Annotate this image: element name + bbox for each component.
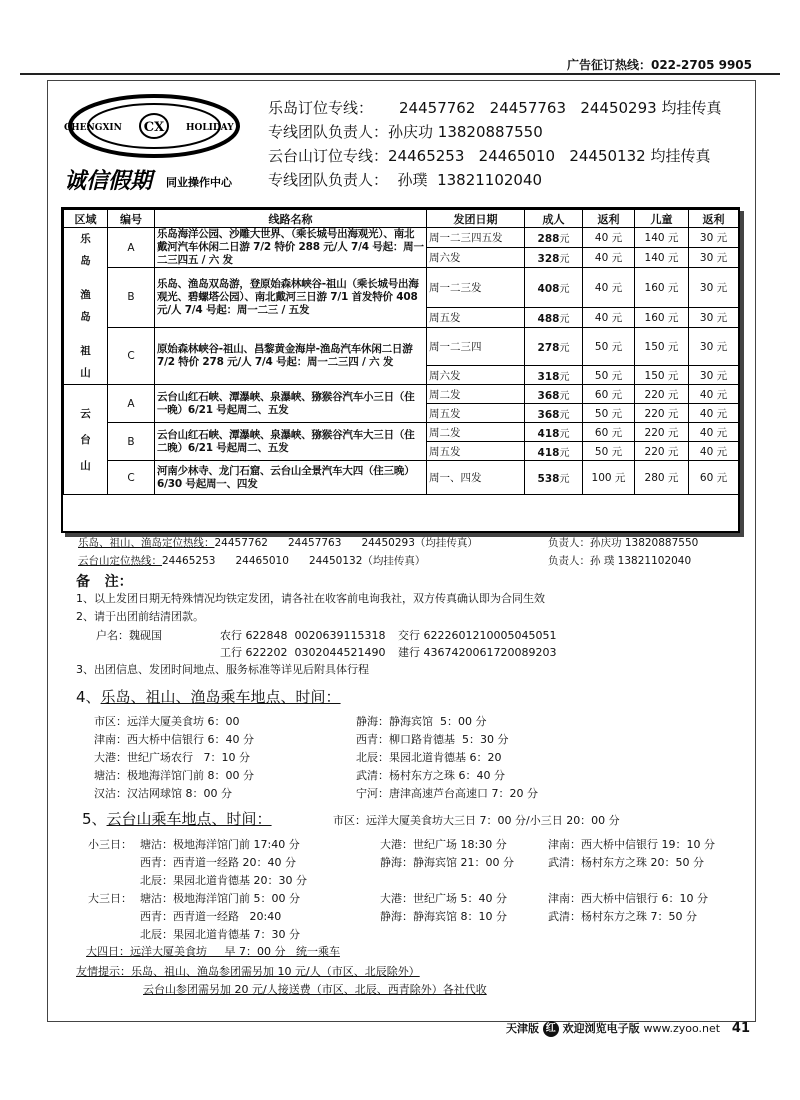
table-row: [64, 228, 739, 248]
depart-date: 周六发: [427, 248, 525, 268]
trip-type-label: 大三日：: [88, 892, 132, 905]
table-row: [64, 327, 739, 366]
adult-price: [525, 268, 583, 308]
hotline-numbers: 24465253 24465010 24450132（均挂传真）: [162, 555, 426, 567]
route-code: A: [108, 385, 155, 423]
boarding-stop: 西青：柳口路肯德基 5：30 分: [356, 733, 509, 746]
contact-manager: 专线团队负责人： 孙璞 13821102040: [268, 171, 543, 189]
region-char: 岛: [80, 255, 91, 267]
logo-brand: 诚信假期: [64, 168, 153, 194]
contact-block: [268, 96, 721, 192]
adult-rebate: 40 元: [583, 248, 635, 268]
logo-emblem: [62, 92, 242, 200]
contact-label: 云台山订位专线：: [268, 147, 389, 165]
ad-hotline: 广告征订热线：022-2705 9905: [566, 58, 752, 72]
col-header: 返利: [583, 210, 635, 228]
region-char: 台: [80, 433, 91, 446]
contact-fax-note: 均挂传真: [661, 99, 722, 117]
section-title: 乐岛、祖山、渔岛乘车地点、时间：: [100, 688, 341, 706]
contact-numbers: 24465253 24465010 24450132: [388, 147, 646, 165]
contact-numbers: 24457762 24457763 24450293: [399, 99, 657, 117]
bank-account: 工行 622202 0302044521490: [220, 646, 386, 659]
adult-rebate: 50 元: [583, 327, 635, 366]
depart-date: 周一二三四: [427, 327, 525, 366]
bank-account: 农行 622848 0020639115318: [220, 629, 386, 642]
boarding-stop: 静海：静海宾馆 8：10 分: [380, 910, 507, 923]
child-rebate: 30 元: [689, 307, 739, 327]
boarding-stop: 武清：杨村东方之珠 20：50 分: [548, 856, 704, 869]
col-header: 发团日期: [427, 210, 525, 228]
boarding-stop: 津南：西大桥中信银行 19：10 分: [548, 838, 715, 851]
region-char: 山: [80, 459, 91, 472]
boarding-stop: 静海：静海宾馆 21：00 分: [380, 856, 514, 869]
boarding-stop: 大港：世纪广场农行 7：10 分: [94, 751, 250, 764]
adult-rebate: 50 元: [583, 404, 635, 423]
boarding-stop: 北辰：果园北道肯德基 20：30 分: [140, 874, 307, 887]
child-rebate: 30 元: [689, 366, 739, 385]
contact-manager: 专线团队负责人：孙庆功 13820887550: [268, 123, 543, 141]
child-rebate: 40 元: [689, 404, 739, 423]
region-char: 云: [80, 407, 91, 420]
price-value: 278: [537, 341, 560, 354]
price-unit: 元: [559, 234, 570, 245]
table-row: [64, 385, 739, 404]
logo-ring-right: HOLIDAY: [186, 123, 234, 133]
region-char: 山: [80, 367, 91, 379]
adult-price: [525, 404, 583, 423]
boarding-stop: 汉沽：汉沽网球馆 8：00 分: [94, 787, 232, 800]
region-char: 祖: [80, 345, 91, 357]
depart-date: 周五发: [427, 307, 525, 327]
friendly-tip-1: 友情提示：乐岛、祖山、渔岛参团需另加 10 元/人（市区、北辰除外）: [76, 965, 420, 978]
price-value: 408: [537, 282, 560, 295]
price-unit: 元: [559, 474, 570, 485]
route-code: C: [108, 327, 155, 385]
child-price: 220 元: [635, 442, 689, 461]
child-rebate: 40 元: [689, 423, 739, 442]
red-badge-icon: 红: [543, 1021, 559, 1037]
child-rebate: 30 元: [689, 327, 739, 366]
price-value: 418: [537, 446, 560, 459]
section-4-stops: [94, 713, 734, 803]
hotline-contact-2: 负责人：孙 璞 13821102040: [548, 555, 692, 567]
child-price: 150 元: [635, 366, 689, 385]
price-unit: 元: [559, 342, 570, 354]
child-price: 150 元: [635, 327, 689, 366]
boarding-stop: 西青：西青道一经路 20:40: [140, 910, 282, 923]
contact-label: 乐岛订位专线：: [268, 99, 374, 117]
child-rebate: 30 元: [689, 248, 739, 268]
top-divider: [20, 73, 780, 75]
region-char: 岛: [80, 311, 91, 323]
price-unit: 元: [559, 313, 570, 325]
boarding-stop: 武清：杨村东方之珠 7：50 分: [548, 910, 697, 923]
route-description: 河南少林寺、龙门石窟、云台山全景汽车大四（住三晚） 6/30 号起周一、四发: [155, 461, 427, 495]
child-rebate: 60 元: [689, 461, 739, 495]
boarding-stop: 北辰：果园北道肯德基 7：30 分: [140, 928, 300, 941]
logo-subtitle: 同业操作中心: [166, 176, 232, 189]
boarding-stop: 大港：世纪广场 5：40 分: [380, 892, 507, 905]
price-value: 418: [537, 427, 560, 440]
page-number: 41: [731, 1021, 750, 1036]
child-price: 220 元: [635, 404, 689, 423]
section-5-heading: [82, 808, 272, 829]
section-4-heading: [76, 686, 341, 707]
contact-fax-note: 均挂传真: [650, 147, 711, 165]
hotline-label: 云台山定位热线：: [78, 555, 162, 567]
adult-rebate: 40 元: [583, 228, 635, 248]
note-2: 2、请于出团前结清团款。: [76, 610, 204, 623]
route-code: B: [108, 268, 155, 328]
boarding-stop: 津南：西大桥中信银行 6：10 分: [548, 892, 708, 905]
depart-date: 周六发: [427, 366, 525, 385]
child-price: 220 元: [635, 385, 689, 404]
hotline-line-1: [78, 535, 478, 550]
page-footer: [506, 1020, 750, 1037]
boarding-stop: 津南：西大桥中信银行 6：40 分: [94, 733, 254, 746]
table-header-row: [64, 210, 739, 228]
adult-price: [525, 228, 583, 248]
route-description: 原始森林峡谷-祖山、昌黎黄金海岸-渔岛汽车休闲二日游 7/2 特价 278 元/人 7/4 号起：周一二三四 / 六 发: [155, 327, 427, 385]
depart-date: 周一、四发: [427, 461, 525, 495]
col-header: 成人: [525, 210, 583, 228]
child-rebate: 40 元: [689, 442, 739, 461]
child-price: 160 元: [635, 268, 689, 308]
big-four-day: 大四日：远洋大厦美食坊 早 7：00 分 统一乘车: [86, 945, 340, 958]
price-value: 318: [537, 370, 560, 383]
depart-date: 周二发: [427, 423, 525, 442]
region-cell-ledao: [64, 228, 108, 385]
boarding-stop: 塘沽：极地海洋馆门前 8：00 分: [94, 769, 254, 782]
region-char: 乐: [80, 233, 91, 245]
depart-date: 周一二三发: [427, 268, 525, 308]
hotline-contact-1: 负责人：孙庆功 13820887550: [548, 537, 699, 549]
footer-url[interactable]: www.zyoo.net: [643, 1022, 721, 1035]
child-price: 220 元: [635, 423, 689, 442]
logo-ring-left: CHENGXIN: [64, 123, 122, 133]
adult-price: [525, 461, 583, 495]
price-value: 368: [537, 389, 560, 402]
hotline-numbers: 24457762 24457763 24450293（均挂传真）: [214, 537, 478, 549]
table-row: [64, 423, 739, 442]
note-1: 1、以上发团日期无特殊情况均铁定发团，请各社在收客前电询我社，双方传真确认即为合同生效: [76, 592, 545, 605]
boarding-stop: 西青：西青道一经路 20：40 分: [140, 856, 296, 869]
company-logo: [62, 92, 242, 200]
price-unit: 元: [559, 283, 570, 295]
price-value: 368: [537, 408, 560, 421]
adult-price: [525, 423, 583, 442]
adult-price: [525, 366, 583, 385]
adult-price: [525, 385, 583, 404]
adult-rebate: 60 元: [583, 423, 635, 442]
depart-date: 周五发: [427, 442, 525, 461]
col-header: 返利: [689, 210, 739, 228]
region-char: 渔: [80, 289, 91, 301]
adult-price: [525, 327, 583, 366]
route-code: A: [108, 228, 155, 268]
boarding-stop: 武清：杨村东方之珠 6：40 分: [356, 769, 505, 782]
account-holder: 户名：魏砚国: [96, 629, 162, 642]
child-price: 160 元: [635, 307, 689, 327]
adult-rebate: 50 元: [583, 366, 635, 385]
adult-rebate: 100 元: [583, 461, 635, 495]
table-row: [64, 268, 739, 308]
child-price: 280 元: [635, 461, 689, 495]
adult-rebate: 50 元: [583, 442, 635, 461]
friendly-tip-2: 云台山参团需另加 20 元/人接送费（市区、北辰、西青除外）各社代收: [143, 983, 487, 996]
depart-date: 周五发: [427, 404, 525, 423]
boarding-stop: 塘沽：极地海洋馆门前 5：00 分: [140, 892, 300, 905]
section-5-stops: [88, 836, 748, 944]
price-value: 488: [537, 312, 560, 325]
boarding-stop: 宁河：唐津高速芦台高速口 7：20 分: [356, 787, 538, 800]
boarding-stop: 静海：静海宾馆 5：00 分: [356, 715, 487, 728]
col-header: 线路名称: [155, 210, 427, 228]
hotline-line-2: [78, 553, 425, 568]
route-description: 云台山红石峡、潭瀑峡、泉瀑峡、猕猴谷汽车大三日（住二晚）6/21 号起周二、五发: [155, 423, 427, 461]
bank-account: 建行 4367420061720089203: [398, 646, 557, 659]
region-cell-yuntaishan: [64, 385, 108, 495]
boarding-stop: 大港：世纪广场 18:30 分: [380, 838, 507, 851]
hotline-label: 乐岛、祖山、渔岛定位热线：: [78, 537, 215, 549]
footer-slogan: 欢迎浏览电子版: [562, 1022, 640, 1035]
boarding-stop: 北辰：果园北道肯德基 6：20: [356, 751, 502, 764]
route-code: C: [108, 461, 155, 495]
notes-title: 备 注：: [76, 574, 133, 590]
adult-rebate: 40 元: [583, 307, 635, 327]
price-unit: 元: [559, 409, 570, 421]
routes-table-box: [61, 207, 740, 533]
col-header: 区域: [64, 210, 108, 228]
adult-price: [525, 442, 583, 461]
adult-rebate: 40 元: [583, 268, 635, 308]
section-5-city: 市区：远洋大厦美食坊大三日 7：00 分/小三日 20：00 分: [333, 814, 620, 827]
section-number: 5、: [82, 810, 107, 828]
price-value: 538: [537, 473, 560, 485]
price-value: 328: [537, 253, 560, 265]
adult-rebate: 60 元: [583, 385, 635, 404]
col-header: 儿童: [635, 210, 689, 228]
col-header: 编号: [108, 210, 155, 228]
adult-price: [525, 307, 583, 327]
child-rebate: 30 元: [689, 228, 739, 248]
price-unit: 元: [559, 447, 570, 459]
child-rebate: 40 元: [689, 385, 739, 404]
note-3: 3、出团信息、发团时间地点、服务标准等详见后附具体行程: [76, 663, 369, 676]
child-price: 140 元: [635, 228, 689, 248]
section-title: 云台山乘车地点、时间：: [106, 810, 272, 828]
trip-type-label: 小三日：: [88, 838, 132, 851]
adult-price: [525, 248, 583, 268]
route-description: 云台山红石峡、潭瀑峡、泉瀑峡、猕猴谷汽车小三日（住一晚）6/21 号起周二、五发: [155, 385, 427, 423]
route-code: B: [108, 423, 155, 461]
boarding-stop: 市区：远洋大厦美食坊 6：00: [94, 715, 240, 728]
price-unit: 元: [559, 428, 570, 440]
section-number: 4、: [76, 688, 101, 706]
bank-account: 交行 6222601210005045051: [398, 629, 557, 642]
depart-date: 周二发: [427, 385, 525, 404]
table-row: [64, 461, 739, 495]
boarding-stop: 塘沽：极地海洋馆门前 17:40 分: [140, 838, 300, 851]
child-price: 140 元: [635, 248, 689, 268]
route-description: 乐岛、渔岛双岛游，登原始森林峡谷-祖山（乘长城号出海观光、碧螺塔公园）、南北戴河三日游 7/1 首发特价 408 元/人 7/4 号起：周一二三 / 五发: [155, 268, 427, 328]
routes-table: [63, 209, 739, 495]
price-value: 288: [537, 233, 560, 245]
depart-date: 周一二三四五发: [427, 228, 525, 248]
price-unit: 元: [559, 371, 570, 383]
child-rebate: 30 元: [689, 268, 739, 308]
route-description: 乐岛海洋公园、沙雕大世界、（乘长城号出海观光）、南北戴河汽车休闲二日游 7/2 特价 288 元/人 7/4 号起：周一二三四五 / 六 发: [155, 228, 427, 268]
logo-mono: CX: [143, 120, 165, 135]
price-unit: 元: [559, 254, 570, 265]
footer-edition: 天津版: [505, 1022, 539, 1035]
price-unit: 元: [559, 390, 570, 402]
